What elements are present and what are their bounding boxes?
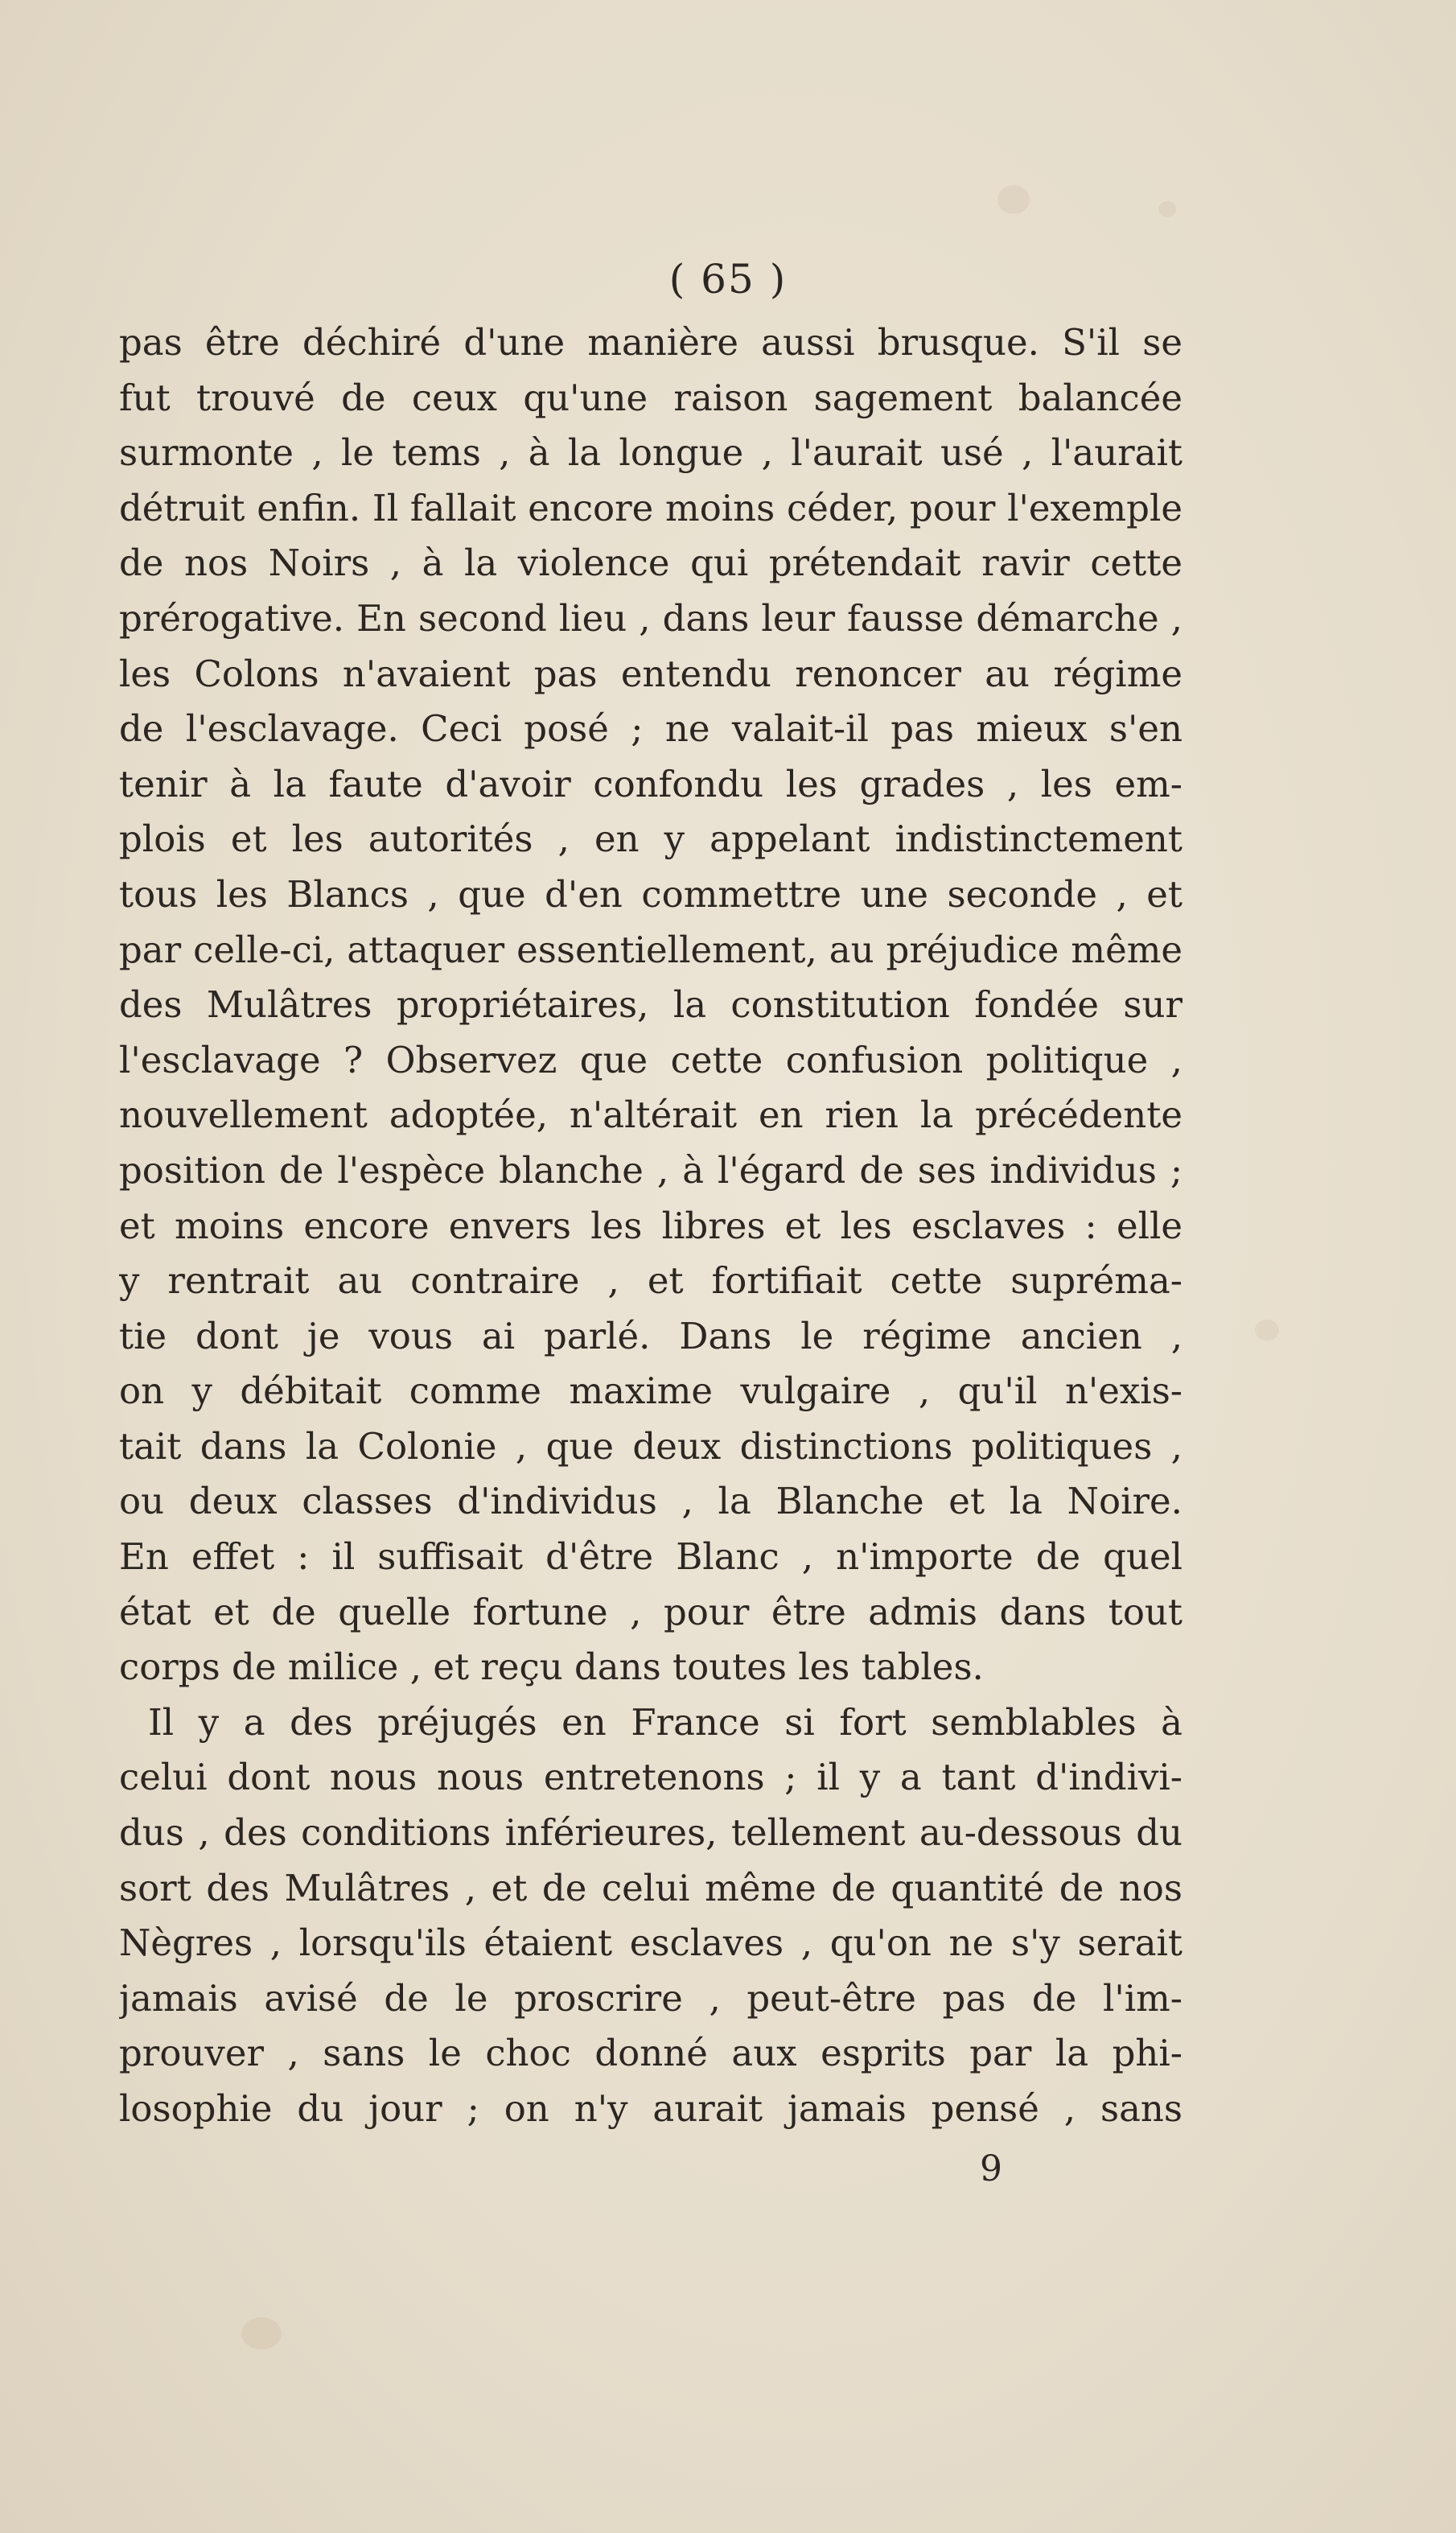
text-line: tie dont je vous ai parlé. Dans le régime ancien , [119,1314,1182,1357]
text-line: par celle-ci, attaquer essentiellement, au préjudice même [119,928,1182,971]
text-line: Nègres , lorsqu'ils étaient esclaves , qu'on ne s'y serait [119,1921,1182,1965]
text-line: position de l'espèce blanche , à l'égard de ses individus ; [119,1148,1182,1192]
text-line: pas être déchiré d'une manière aussi brusque. S'il se [119,321,1182,364]
foxing-spot [997,185,1030,214]
text-line: de l'esclavage. Ceci posé ; ne valait-il pas mieux s'en [119,707,1182,751]
text-line: des Mulâtres propriétaires, la constitution fondée sur [119,983,1182,1027]
text-line: état et de quelle fortune , pour être admis dans tout [119,1590,1182,1633]
text-line: tenir à la faute d'avoir confondu les grades , les em- [119,762,1182,805]
text-line: y rentrait au contraire , et fortifiait cette supréma- [119,1259,1182,1303]
foxing-spot [241,2317,282,2350]
paragraph-end-line: corps de milice , et reçu dans toutes les tables. [119,1645,984,1689]
signature-mark: 9 [980,2148,1002,2189]
text-line: et moins encore envers les libres et les esclaves : elle [119,1204,1182,1247]
text-line: les Colons n'avaient pas entendu renoncer au régime [119,652,1182,695]
text-line: ou deux classes d'individus , la Blanche et la Noire. [119,1480,1182,1523]
text-line: de nos Noirs , à la violence qui prétendait ravir cette [119,542,1182,585]
text-line: prérogative. En second lieu , dans leur fausse démarche , [119,596,1182,640]
text-line: détruit enfin. Il fallait encore moins céder, pour l'exemple [119,486,1182,529]
text-line: surmonte , le tems , à la longue , l'aurait usé , l'aurait [119,431,1182,475]
text-line: on y débitait comme maxime vulgaire , qu'il n'exis- [119,1369,1182,1413]
foxing-spot [1158,201,1176,217]
text-line: sort des Mulâtres , et de celui même de quantité de nos [119,1866,1182,1909]
text-line: nouvellement adoptée, n'altérait en rien la précédente [119,1094,1182,1137]
text-line: prouver , sans le choc donné aux esprits par la phi- [119,2032,1182,2075]
text-line: En effet : il suffisait d'être Blanc , n'importe de quel [119,1535,1182,1579]
text-line: plois et les autorités , en y appelant indistinctement [119,818,1182,861]
paragraph-start-line: Il y a des préjugés en France si fort semblables à [148,1700,1182,1744]
text-line: jamais avisé de le proscrire , peut-être pas de l'im- [119,1976,1182,2020]
text-line: tous les Blancs , que d'en commettre une seconde , et [119,872,1182,916]
text-line: l'esclavage ? Observez que cette confusion politique , [119,1038,1182,1081]
foxing-spot [1255,1320,1279,1341]
body-text [119,315,1182,2137]
text-line: fut trouvé de ceux qu'une raison sagement balancée [119,376,1182,419]
page-number: ( 65 ) [668,256,788,303]
text-line: dus , des conditions inférieures, tellement au-dessous du [119,1811,1182,1855]
text-line: losophie du jour ; on n'y aurait jamais pensé , sans [119,2087,1182,2130]
text-line: celui dont nous nous entretenons ; il y a tant d'indivi- [119,1756,1182,1799]
text-line: tait dans la Colonie , que deux distinctions politiques , [119,1424,1182,1468]
